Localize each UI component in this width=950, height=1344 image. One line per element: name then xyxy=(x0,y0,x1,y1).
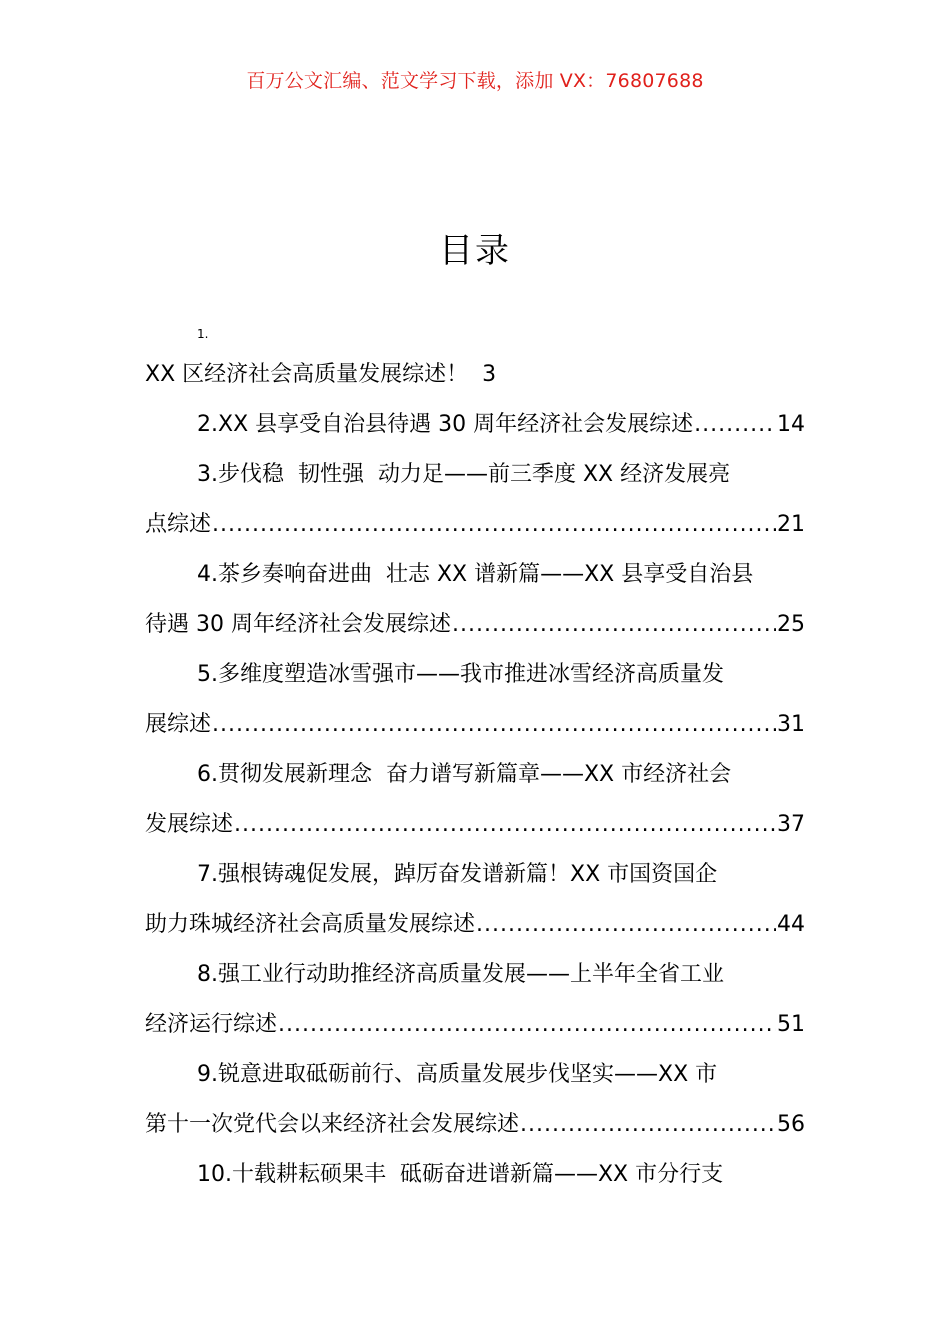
toc-entry-title: XX 区经济社会高质量发展综述！ xyxy=(145,362,469,387)
toc-entry-8[interactable] xyxy=(145,950,805,1050)
toc-entry-line-2 xyxy=(145,900,805,950)
toc-entry-line xyxy=(145,350,805,400)
toc-entry-number: 3. xyxy=(197,462,218,487)
toc-leader-dots xyxy=(476,900,776,950)
toc-leader-dots xyxy=(234,800,776,850)
toc-entry-title-cont: 待遇 30 周年经济社会发展综述 xyxy=(145,612,451,637)
toc-entry-number: 8. xyxy=(197,962,218,987)
toc-entry-number: 9. xyxy=(197,1062,218,1087)
toc-entry-title: 茶乡奏响奋进曲 壮志 XX 谱新篇——XX 县享受自治县 xyxy=(218,562,754,587)
toc-entry-title: 强工业行动助推经济高质量发展——上半年全省工业 xyxy=(218,962,725,987)
toc-entry-number: 7. xyxy=(197,862,218,887)
toc-leader-dots xyxy=(520,1100,776,1150)
toc-entry-line xyxy=(145,400,805,450)
toc-entry-title-cont: 第十一次党代会以来经济社会发展综述 xyxy=(145,1112,520,1137)
toc-entry-title: 步伐稳 韧性强 动力足——前三季度 XX 经济发展亮 xyxy=(218,462,731,487)
toc-entry-line xyxy=(145,1150,805,1200)
toc-entry-title: 十载耕耘硕果丰 砥砺奋进谱新篇——XX 市分行支 xyxy=(232,1162,724,1187)
page-title: 目录 xyxy=(439,231,511,271)
toc-entry-title: 贯彻发展新理念 奋力谱写新篇章——XX 市经济社会 xyxy=(218,762,732,787)
toc-entry-number: 4. xyxy=(197,562,218,587)
toc-entry-page: 44 xyxy=(777,912,805,937)
toc-entry-page: 21 xyxy=(777,512,805,537)
toc-lone-number: 1. xyxy=(197,327,209,341)
toc-leader-dots xyxy=(278,1000,776,1050)
toc-entry-line xyxy=(145,850,805,900)
toc-entry-1[interactable] xyxy=(145,350,805,400)
toc-entry-number: 10. xyxy=(197,1162,232,1187)
toc-entry-title: 强根铸魂促发展，踔厉奋发谱新篇！XX 市国资国企 xyxy=(218,862,718,887)
toc-entry-line-2 xyxy=(145,800,805,850)
toc-entry-page: 14 xyxy=(777,412,805,437)
toc-entry-line xyxy=(145,950,805,1000)
toc-entry-3[interactable] xyxy=(145,450,805,550)
toc-leader-dots xyxy=(452,600,776,650)
toc-entry-page: 3 xyxy=(482,362,497,387)
toc-entry-line-2 xyxy=(145,500,805,550)
toc-entry-title-cont: 助力珠城经济社会高质量发展综述 xyxy=(145,912,476,937)
toc-entry-page: 37 xyxy=(777,812,805,837)
toc-entry-line xyxy=(145,1050,805,1100)
toc-entry-7[interactable] xyxy=(145,850,805,950)
toc-entry-line-2 xyxy=(145,1000,805,1050)
toc-entry-6[interactable] xyxy=(145,750,805,850)
toc-entry-10[interactable] xyxy=(145,1150,805,1200)
toc-entry-line xyxy=(145,650,805,700)
toc-entry-page: 31 xyxy=(777,712,805,737)
toc-entry-number: 5. xyxy=(197,662,218,687)
toc-entry-line xyxy=(145,750,805,800)
toc-entry-page: 25 xyxy=(777,612,805,637)
toc-entry-title-cont: 展综述 xyxy=(145,712,212,737)
toc-entry-page: 51 xyxy=(777,1012,805,1037)
toc-entry-number: 2. xyxy=(197,412,218,437)
toc-entry-line-2 xyxy=(145,600,805,650)
toc-entry-5[interactable] xyxy=(145,650,805,750)
toc-entry-2[interactable] xyxy=(145,400,805,450)
toc-entry-number: 6. xyxy=(197,762,218,787)
toc-leader-dots xyxy=(212,500,776,550)
toc-entry-line-2 xyxy=(145,1100,805,1150)
toc-entry-title: XX 县享受自治县待遇 30 周年经济社会发展综述 xyxy=(218,412,694,437)
toc-entry-title: 锐意进取砥砺前行、高质量发展步伐坚实——XX 市 xyxy=(218,1062,718,1087)
header-banner: 百万公文汇编、范文学习下载，添加 VX：76807688 xyxy=(246,70,704,92)
toc-entry-9[interactable] xyxy=(145,1050,805,1150)
toc-entry-line-2 xyxy=(145,700,805,750)
toc-entry-title: 多维度塑造冰雪强市——我市推进冰雪经济高质量发 xyxy=(218,662,725,687)
toc-leader-dots xyxy=(694,400,776,450)
toc-entry-page: 56 xyxy=(777,1112,805,1137)
toc-entry-4[interactable] xyxy=(145,550,805,650)
toc-entry-line xyxy=(145,450,805,500)
toc-entry-title-cont: 点综述 xyxy=(145,512,212,537)
toc-entry-title-cont: 发展综述 xyxy=(145,812,234,837)
toc-entry-line xyxy=(145,550,805,600)
toc-leader-dots xyxy=(212,700,776,750)
toc-entry-title-cont: 经济运行综述 xyxy=(145,1012,278,1037)
